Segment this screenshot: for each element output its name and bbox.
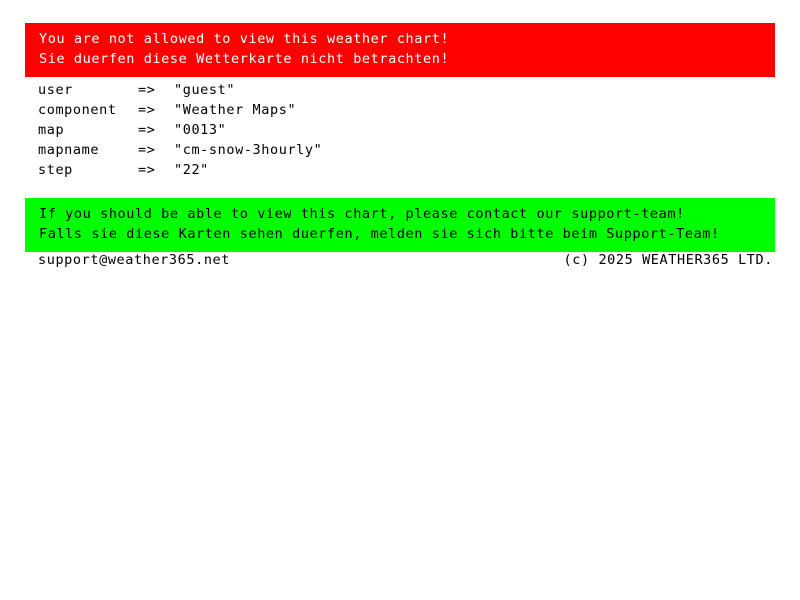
support-email-link[interactable]: support@weather365.net bbox=[38, 252, 231, 268]
error-banner bbox=[25, 23, 775, 77]
param-arrow: => bbox=[138, 82, 156, 98]
info-banner-line-en: If you should be able to view this chart, please contact our support-team! bbox=[39, 206, 685, 222]
param-key: component bbox=[38, 102, 117, 118]
table-row bbox=[38, 100, 322, 120]
copyright-text: (c) 2025 WEATHER365 LTD. bbox=[563, 252, 773, 268]
error-banner-line-de: Sie duerfen diese Wetterkarte nicht betrachten! bbox=[39, 51, 450, 67]
table-row bbox=[38, 160, 322, 180]
param-value: "cm-snow-3hourly" bbox=[174, 142, 323, 158]
parameter-table bbox=[38, 80, 322, 180]
info-banner-line-de: Falls sie diese Karten sehen duerfen, melden sie sich bitte beim Support-Team! bbox=[39, 226, 720, 242]
param-key: user bbox=[38, 82, 73, 98]
footer bbox=[38, 250, 773, 270]
param-value: "guest" bbox=[174, 82, 236, 98]
table-row bbox=[38, 120, 322, 140]
param-arrow: => bbox=[138, 122, 156, 138]
param-key: map bbox=[38, 122, 65, 138]
error-banner-line-en: You are not allowed to view this weather chart! bbox=[39, 31, 450, 47]
table-row bbox=[38, 140, 322, 160]
param-value: "Weather Maps" bbox=[174, 102, 297, 118]
info-banner bbox=[25, 198, 775, 252]
param-value: "0013" bbox=[174, 122, 227, 138]
param-key: step bbox=[38, 162, 73, 178]
table-row bbox=[38, 80, 322, 100]
param-arrow: => bbox=[138, 162, 156, 178]
param-arrow: => bbox=[138, 102, 156, 118]
param-key: mapname bbox=[38, 142, 100, 158]
param-value: "22" bbox=[174, 162, 209, 178]
param-arrow: => bbox=[138, 142, 156, 158]
